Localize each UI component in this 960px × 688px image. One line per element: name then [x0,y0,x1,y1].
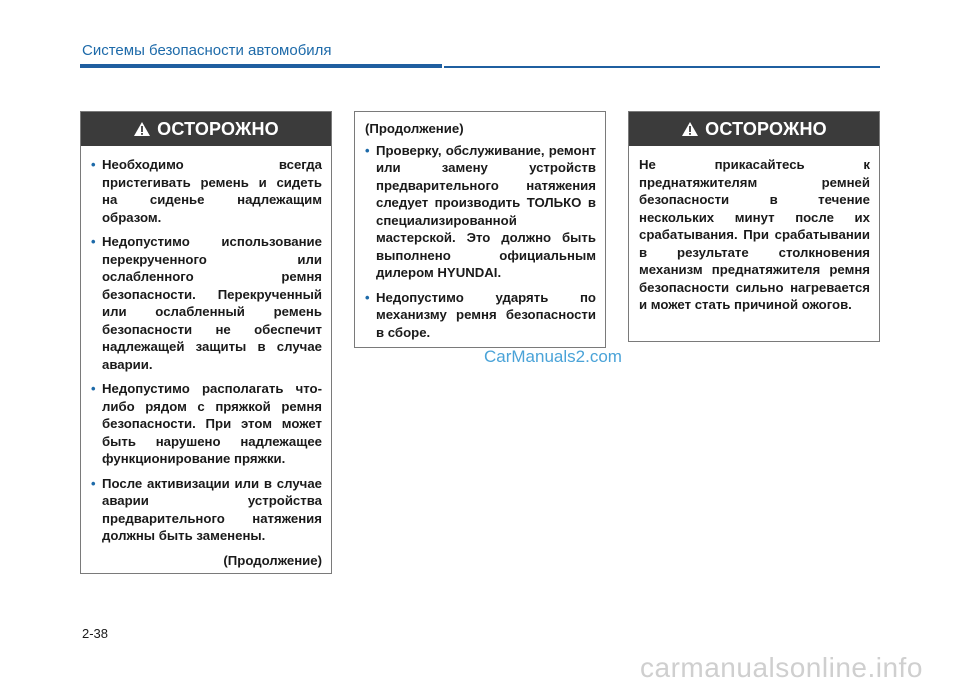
caution-body [81,146,331,579]
caution-body [629,146,879,324]
section-title: Системы безопасности автомобиля [82,42,332,59]
caution-item: • Недопустимо использование перекрученного или ослабленного ремня безопасности. Перекрученный или ослабленный ремень безопасности не обеспечит надлежащей защиты в случае аварии. [91,233,322,373]
site-watermark: CarManuals2.com [484,347,622,366]
caution-header [81,112,331,146]
page-number: 2-38 [82,626,109,641]
caution-item: • Необходимо всегда пристегивать ремень и сидеть на сиденье надлежащим образом. [91,156,322,226]
footer-watermark: carmanualsonline.info [640,652,923,683]
caution-box-middle [354,111,606,348]
caution-heading: ОСТОРОЖНО [157,118,279,139]
caution-item: • Недопустимо ударять по механизму ремня безопасности в сборе. [365,289,596,342]
caution-item: • Проверку, обслуживание, ремонт или замену устройств предварительного натяжения следует производить ТОЛЬКО в специализированной мастерской. Это должно быть выполнено официальным дилером HYUNDAI. [365,142,596,282]
caution-heading: ОСТОРОЖНО [705,118,827,139]
warning-icon [133,121,151,137]
caution-box-right [628,111,880,342]
continued-label: (Продолжение) [223,552,322,568]
warning-icon [681,121,699,137]
header-rule-thick [80,64,442,68]
caution-text: Не прикасайтесь к преднатяжителям ремней безопасности в течение нескольких минут после их срабатывания. При срабатывании в результате столкновения механизм преднатяжителя ремня безопасности сильно нагревается и может стать причиной ожогов. [639,157,870,312]
header-rule-thin [444,66,880,68]
caution-header [629,112,879,146]
caution-body [355,112,605,358]
caution-item: • Недопустимо располагать что-либо рядом с пряжкой ремня безопасности. При этом может быть нарушено надлежащее функционирование пряжки. [91,380,322,468]
caution-box-left [80,111,332,574]
continued-label: (Продолжение) [365,121,464,136]
caution-item: • После активизации или в случае аварии устройства предварительного натяжения должны быть заменены. [91,475,322,545]
